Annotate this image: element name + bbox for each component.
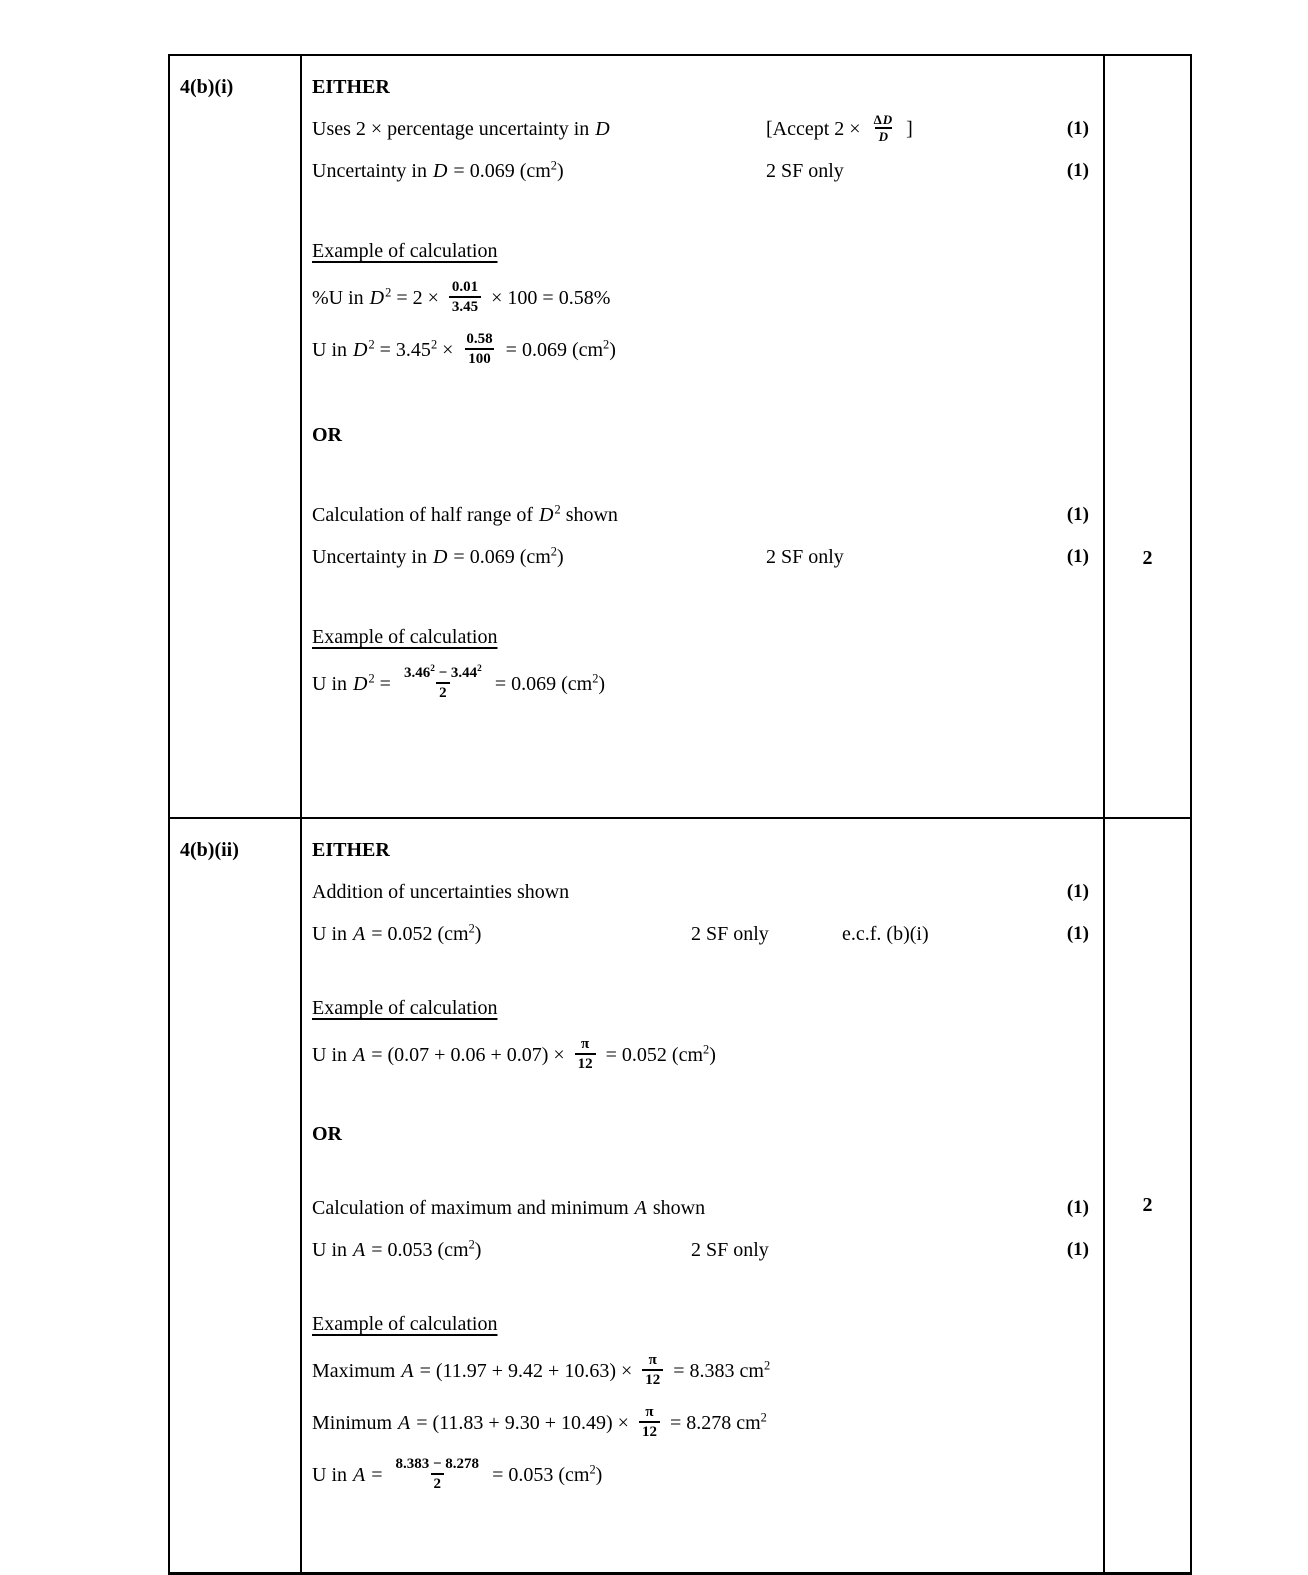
answer-line <box>312 1449 1089 1501</box>
superscript: 2 <box>430 664 435 675</box>
line-text <box>312 1313 497 1335</box>
text-run: − 3.44 <box>434 665 478 682</box>
total-marks: 2 <box>1142 1194 1153 1216</box>
text-run: Calculation of maximum and minimum <box>312 1197 634 1219</box>
superscript: 2 <box>477 664 482 675</box>
text-run: = 8.383 cm <box>668 1360 764 1382</box>
text-run: 12 <box>577 1056 593 1073</box>
text-run: = 3.45 <box>374 339 431 361</box>
answer-block <box>312 616 1089 710</box>
row-4bi <box>169 55 1191 818</box>
math-variable: A <box>353 1239 366 1261</box>
marks-cell <box>1104 55 1191 818</box>
text-run: Uncertainty in <box>312 546 432 568</box>
ecf-note <box>842 913 929 955</box>
fraction-denominator <box>449 296 481 316</box>
text-run: 2 <box>439 685 447 702</box>
marks-cell <box>1104 818 1191 1574</box>
fraction <box>449 278 481 316</box>
fraction <box>871 112 897 145</box>
text-run: e.c.f. (b)(i) <box>842 923 929 945</box>
text-run: = 0.053 (cm <box>366 1239 469 1261</box>
superscript: 2 <box>550 158 557 173</box>
answer-line <box>312 871 1089 913</box>
text-run: 3.46 <box>403 665 431 682</box>
text-run: shown <box>560 504 618 526</box>
text-run: %U in <box>312 287 369 309</box>
answer-line <box>312 536 1089 578</box>
text-run: OR <box>312 1123 342 1145</box>
condition-note <box>766 150 844 192</box>
superscript: 2 <box>763 1358 771 1373</box>
superscript: 2 <box>589 1462 596 1477</box>
question-number-cell <box>169 55 301 818</box>
superscript: 2 <box>554 502 561 517</box>
text-run: π <box>645 1404 654 1421</box>
line-text <box>312 1036 716 1073</box>
text-run: 3.45 <box>451 299 479 316</box>
text-run: U in <box>312 1239 352 1261</box>
answer-block <box>312 1113 1089 1155</box>
fraction-numerator <box>401 664 485 682</box>
answer-line <box>312 66 1089 108</box>
text-run: = <box>366 1464 388 1486</box>
fraction-numerator <box>393 1455 483 1473</box>
text-run: U in <box>312 1464 352 1486</box>
mark-scheme-table <box>168 54 1192 1575</box>
text-run: = 8.278 cm <box>664 1412 761 1434</box>
text-run: OR <box>312 424 342 446</box>
superscript: 2 <box>592 671 599 686</box>
text-run: Uncertainty in <box>312 160 432 182</box>
text-run: 0.01 <box>451 279 479 296</box>
answer-block <box>312 230 1089 376</box>
condition-note <box>766 536 844 578</box>
fraction-denominator <box>575 1053 596 1073</box>
fraction <box>575 1035 596 1073</box>
math-variable: D <box>432 160 448 182</box>
answer-line <box>312 1029 1089 1081</box>
answer-line <box>312 829 1089 871</box>
answer-line <box>312 1397 1089 1449</box>
line-text <box>312 1239 481 1261</box>
line-text <box>312 1123 342 1145</box>
math-variable: D <box>369 287 385 309</box>
text-run: shown <box>647 1197 706 1219</box>
line-text <box>312 504 618 526</box>
line-text <box>312 424 342 446</box>
text-run: = <box>374 673 396 695</box>
line-text <box>312 331 616 368</box>
line-text <box>312 881 569 903</box>
text-run: 12 <box>645 1372 661 1389</box>
answer-block <box>312 1303 1089 1501</box>
fraction <box>393 1455 483 1493</box>
fraction-denominator <box>465 348 494 368</box>
answer-line <box>312 324 1089 376</box>
line-text <box>312 76 390 98</box>
math-variable: A <box>634 1197 647 1219</box>
condition-note <box>691 1229 769 1271</box>
text-run: 8.383 − 8.278 <box>395 1456 480 1473</box>
text-run: 12 <box>641 1424 657 1441</box>
question-number: 4(b)(ii) <box>180 839 239 861</box>
fraction-numerator <box>642 1403 656 1421</box>
text-run: ] <box>901 118 913 140</box>
text-run: Addition of uncertainties shown <box>312 881 570 903</box>
text-run: π <box>581 1036 590 1053</box>
line-text <box>312 664 606 702</box>
superscript: 2 <box>603 337 610 352</box>
text-run: EITHER <box>312 76 390 98</box>
answer-line <box>312 913 1089 955</box>
math-variable: A <box>401 1360 414 1382</box>
superscript: 2 <box>385 285 392 300</box>
answer-line <box>312 1113 1089 1155</box>
text-run: 2 SF only <box>766 546 844 568</box>
fraction <box>639 1403 660 1441</box>
math-variable: A <box>353 1044 366 1066</box>
text-run: 0.58 <box>466 331 493 348</box>
text-run: = (11.97 + 9.42 + 10.63) × <box>414 1360 638 1382</box>
text-run: 2 SF only <box>691 923 769 945</box>
text-run: = 0.069 (cm <box>448 546 551 568</box>
line-text <box>312 626 497 648</box>
text-run: × 100 = 0.58% <box>486 287 611 309</box>
text-run: Minimum <box>312 1412 398 1434</box>
fraction-denominator <box>875 127 892 145</box>
fraction-denominator <box>642 1369 663 1389</box>
text-run: U in <box>312 339 352 361</box>
answer-line <box>312 658 1089 710</box>
answer-line <box>312 1229 1089 1271</box>
line-text <box>312 160 564 182</box>
mark-point: (1) <box>1066 160 1089 181</box>
condition-note <box>691 913 769 955</box>
fraction-numerator <box>463 330 495 348</box>
answer-block <box>312 987 1089 1081</box>
mark-point: (1) <box>1066 881 1089 902</box>
text-run: [Accept 2 × <box>766 118 866 140</box>
superscript: 2 <box>368 671 375 686</box>
line-text <box>312 923 481 945</box>
math-variable: D <box>432 546 448 568</box>
math-variable: A <box>353 1464 366 1486</box>
text-run: = (0.07 + 0.06 + 0.07) × <box>366 1044 570 1066</box>
superscript: 2 <box>468 921 475 936</box>
text-run: = 0.069 (cm <box>500 339 604 361</box>
answer-line <box>312 987 1089 1029</box>
text-run: ) <box>474 1239 482 1261</box>
answer-line <box>312 230 1089 272</box>
answer-cell <box>301 818 1104 1574</box>
condition-note <box>766 108 913 150</box>
answer-cell <box>301 55 1104 818</box>
answer-line <box>312 1345 1089 1397</box>
text-run: 2 <box>433 1476 442 1493</box>
answer-line <box>312 1303 1089 1345</box>
text-run: ) <box>609 339 616 361</box>
mark-point: (1) <box>1066 1239 1089 1260</box>
line-text <box>312 997 497 1019</box>
text-run: = 2 × <box>391 287 444 309</box>
text-run: U in <box>312 1044 352 1066</box>
question-number-line <box>180 66 294 108</box>
math-variable: D <box>882 111 893 127</box>
answer-line <box>312 150 1089 192</box>
line-text <box>312 1197 705 1219</box>
text-run: ) <box>474 923 482 945</box>
mark-point: (1) <box>1066 118 1089 139</box>
text-run: U in <box>312 923 352 945</box>
question-number-line <box>180 829 294 871</box>
text-run: U in <box>312 673 352 695</box>
math-variable: A <box>398 1412 411 1434</box>
math-variable: A <box>353 923 366 945</box>
text-run: × <box>437 339 459 361</box>
fraction <box>463 330 495 368</box>
text-run: Uses 2 × percentage uncertainty in <box>312 118 595 140</box>
text-run: Example of calculation <box>312 1313 498 1335</box>
fraction-numerator <box>578 1035 592 1053</box>
text-run: π <box>648 1352 657 1369</box>
question-number: 4(b)(i) <box>180 76 234 98</box>
text-run: = 0.053 (cm <box>487 1464 590 1486</box>
text-run: Δ <box>873 111 882 127</box>
text-run: = 0.069 (cm <box>489 673 593 695</box>
text-run: ) <box>557 160 564 182</box>
fraction-numerator <box>871 112 897 128</box>
math-variable: D <box>353 673 368 695</box>
line-text <box>312 118 611 140</box>
answer-block <box>312 1187 1089 1271</box>
line-text <box>312 839 390 861</box>
superscript: 2 <box>760 1410 767 1425</box>
text-run: ) <box>595 1464 603 1486</box>
fraction-denominator <box>431 1473 445 1493</box>
mark-point: (1) <box>1066 923 1089 944</box>
text-run: Maximum <box>312 1360 401 1382</box>
question-number-cell <box>169 818 301 1574</box>
text-run: ) <box>598 673 606 695</box>
superscript: 2 <box>430 337 438 352</box>
text-run: = 0.052 (cm <box>600 1044 704 1066</box>
answer-line <box>312 108 1089 150</box>
text-run: Example of calculation <box>312 997 498 1019</box>
line-text <box>312 1456 603 1493</box>
answer-block <box>312 66 1089 192</box>
answer-line <box>312 616 1089 658</box>
line-text <box>312 279 611 316</box>
fraction-numerator <box>646 1351 660 1369</box>
text-run: = 0.052 (cm <box>366 923 469 945</box>
total-marks: 2 <box>1142 547 1153 569</box>
answer-block <box>312 414 1089 456</box>
line-text <box>312 1404 767 1441</box>
answer-line <box>312 414 1089 456</box>
text-run: ) <box>709 1044 716 1066</box>
text-run: = 0.069 (cm <box>448 160 551 182</box>
text-run: 100 <box>468 351 491 368</box>
text-run: 2 SF only <box>691 1239 769 1261</box>
text-run: 2 SF only <box>766 160 844 182</box>
fraction <box>642 1351 663 1389</box>
answer-block <box>312 829 1089 955</box>
math-variable: D <box>353 339 368 361</box>
answer-block <box>312 494 1089 578</box>
row-4bii <box>169 818 1191 1574</box>
text-run: Example of calculation <box>312 240 498 262</box>
text-run: = (11.83 + 9.30 + 10.49) × <box>411 1412 634 1434</box>
math-variable: D <box>595 118 610 140</box>
line-text <box>312 1352 771 1389</box>
superscript: 2 <box>550 544 557 559</box>
text-run: Example of calculation <box>312 626 498 648</box>
fraction-denominator <box>639 1421 660 1441</box>
fraction-denominator <box>436 682 450 702</box>
line-text <box>312 240 497 262</box>
math-variable: D <box>878 129 889 145</box>
fraction <box>401 664 485 702</box>
superscript: 2 <box>468 1237 475 1252</box>
answer-line <box>312 494 1089 536</box>
text-run: EITHER <box>312 839 390 861</box>
text-run: Calculation of half range of <box>312 504 539 526</box>
answer-line <box>312 272 1089 324</box>
line-text <box>312 546 564 568</box>
math-variable: D <box>539 504 554 526</box>
text-run: ) <box>557 546 564 568</box>
superscript: 2 <box>703 1042 710 1057</box>
superscript: 2 <box>368 337 375 352</box>
mark-point: (1) <box>1066 504 1089 525</box>
mark-point: (1) <box>1066 1197 1089 1218</box>
mark-point: (1) <box>1066 546 1089 567</box>
fraction-numerator <box>449 278 481 296</box>
answer-line <box>312 1187 1089 1229</box>
